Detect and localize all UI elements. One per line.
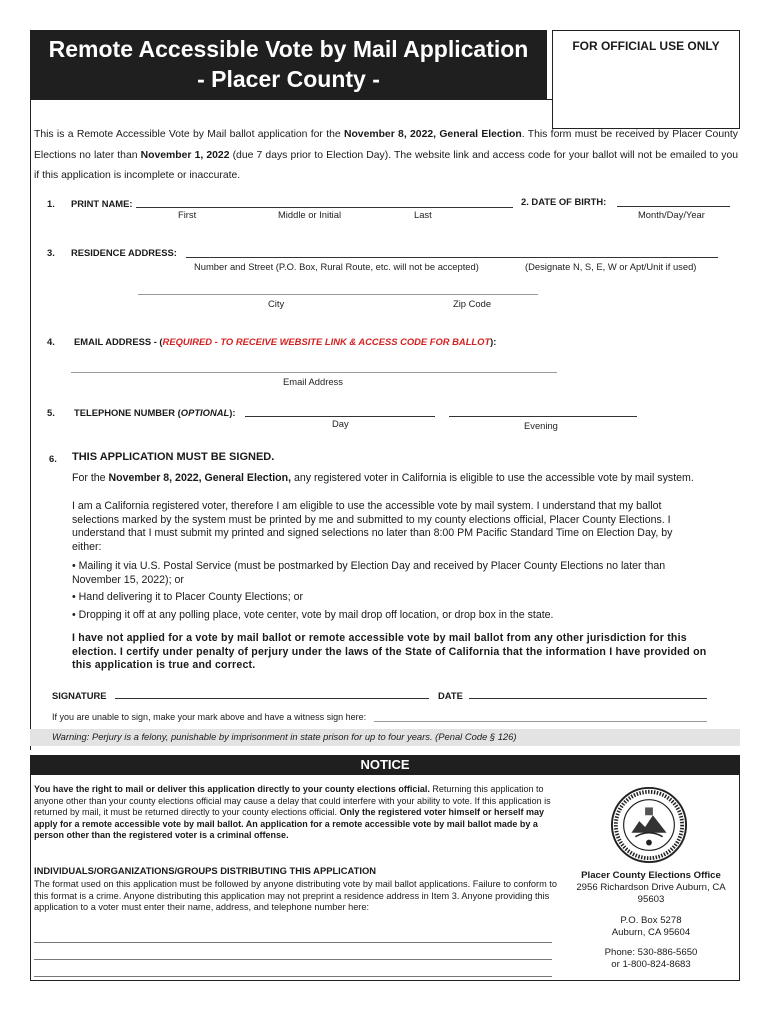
unit-hint: (Designate N, S, E, W or Apt/Unit if used) bbox=[525, 261, 697, 272]
email-required-note: REQUIRED - TO RECEIVE WEBSITE LINK & ACCESS CODE FOR BALLOT bbox=[162, 336, 491, 347]
office-alt-phone: or 1-800-824-8683 bbox=[611, 959, 691, 971]
signature-input[interactable] bbox=[115, 698, 429, 699]
telephone-label: TELEPHONE NUMBER (OPTIONAL): bbox=[74, 407, 236, 418]
residence-address-input[interactable] bbox=[186, 257, 718, 258]
first-name-hint: First bbox=[178, 209, 197, 220]
field-number-6: 6. bbox=[49, 453, 57, 464]
official-use-label: FOR OFFICIAL USE ONLY bbox=[572, 39, 720, 53]
signature-date-input[interactable] bbox=[469, 698, 707, 699]
office-po-box: P.O. Box 5278 bbox=[620, 914, 682, 926]
bullet-hand-deliver: • Hand delivering it to Placer County Elections; or bbox=[72, 591, 303, 603]
signature-heading: THIS APPLICATION MUST BE SIGNED. bbox=[72, 451, 275, 463]
form-title-banner bbox=[30, 30, 547, 99]
dob-hint: Month/Day/Year bbox=[638, 209, 705, 220]
distributor-name-input[interactable] bbox=[34, 942, 552, 943]
signature-label: SIGNATURE bbox=[52, 690, 107, 701]
email-hint: Email Address bbox=[283, 376, 343, 387]
evening-phone-input[interactable] bbox=[449, 416, 637, 417]
print-name-label: PRINT NAME: bbox=[71, 198, 133, 209]
day-phone-hint: Day bbox=[332, 418, 349, 429]
certification-statement: I have not applied for a vote by mail ballot or remote accessible vote by mail ballot from any other jurisdiction for this election. I certify under penalty of perjury under the laws of the State of California that the information I have provided on this application is true and correct. bbox=[72, 632, 707, 671]
middle-name-hint: Middle or Initial bbox=[278, 209, 342, 220]
distributor-text: The format used on this application must be followed by anyone distributing vote by mail ballot applications. Failure to conform to this format is a crime. Anyone distributing this application may not preprint a residence address in Item 3. Anyone providing this application to a voter must enter their name, address, and telephone number here: bbox=[34, 879, 557, 913]
office-po-city: Auburn, CA 95604 bbox=[611, 926, 691, 938]
office-name: Placer County Elections Office bbox=[581, 870, 721, 881]
zip-hint: Zip Code bbox=[453, 298, 492, 309]
eligibility-paragraph: For the November 8, 2022, General Election, any registered voter in California is eligible to use the accessible vote by mail system. bbox=[72, 472, 694, 484]
elections-office-info bbox=[566, 870, 736, 971]
print-name-input[interactable] bbox=[136, 207, 513, 208]
field-number-5: 5. bbox=[47, 407, 55, 418]
dob-input[interactable] bbox=[617, 206, 730, 207]
voter-statement-paragraph: I am a California registered voter, therefore I am eligible to use the accessible vote by mail system. I understand that my ballot selections marked by the system must be printed by me and submitted to my county elections official, Placer County Elections. I understand that I must submit my printed and signed selections no later than 8:00 PM Pacific Standard Time on Election Day, by either: bbox=[72, 500, 673, 553]
street-hint: Number and Street (P.O. Box, Rural Route, etc. will not be accepted) bbox=[194, 261, 479, 272]
intro-paragraph: This is a Remote Accessible Vote by Mail ballot application for the November 8, 2022, General Election. This form must be received by Placer County Elections no later than November 1, 2022 (due 7 days prior to Election Day). The website link and access code for your ballot will not be emailed to you if this application is incomplete or inaccurate. bbox=[34, 129, 739, 181]
bullet-mail: • Mailing it via U.S. Postal Service (must be postmarked by Election Day and received by Placer County Elections no later than November 15, 2022); or bbox=[72, 560, 666, 586]
witness-signature-input[interactable] bbox=[374, 721, 707, 722]
day-phone-input[interactable] bbox=[245, 416, 435, 417]
perjury-warning: Warning: Perjury is a felony, punishable by imprisonment in state prison for up to four years. (Penal Code § 126) bbox=[30, 729, 740, 746]
notice-text: You have the right to mail or deliver this application directly to your county elections official. Returning this application to anyone other than your county elections official may cause a delay that could interfere with your ability to vote. If this application is returned by mail, it must be returned directly to your county elections official. Only the registered voter himself or herself may apply for a remote accessible vote by mail ballot. An application for a remote accessible vote by mail ballot made by a person other than the registered voter is a criminal offense. bbox=[34, 784, 551, 841]
notice-heading: NOTICE bbox=[30, 755, 740, 775]
witness-instructions: If you are unable to sign, make your mark above and have a witness sign here: bbox=[52, 712, 367, 722]
county-seal-icon bbox=[610, 786, 688, 864]
office-phone: Phone: 530-886-5650 bbox=[604, 947, 698, 959]
email-label: EMAIL ADDRESS - (REQUIRED - TO RECEIVE WEBSITE LINK & ACCESS CODE FOR BALLOT): bbox=[74, 336, 497, 347]
distributor-heading: INDIVIDUALS/ORGANIZATIONS/GROUPS DISTRIBUTING THIS APPLICATION bbox=[34, 865, 377, 876]
form-title: Remote Accessible Vote by Mail Application bbox=[48, 36, 529, 62]
distributor-phone-input[interactable] bbox=[34, 976, 552, 977]
city-zip-input[interactable] bbox=[138, 294, 538, 295]
city-hint: City bbox=[268, 298, 285, 309]
date-label: DATE bbox=[438, 690, 463, 701]
distributor-address-input[interactable] bbox=[34, 959, 552, 960]
official-use-box bbox=[552, 30, 740, 129]
left-border bbox=[30, 99, 31, 750]
office-street: 2956 Richardson Drive Auburn, CA 95603 bbox=[576, 882, 726, 906]
residence-address-label: RESIDENCE ADDRESS: bbox=[71, 247, 177, 258]
dob-label: 2. DATE OF BIRTH: bbox=[521, 196, 607, 207]
field-number-1: 1. bbox=[47, 198, 55, 209]
last-name-hint: Last bbox=[414, 209, 432, 220]
header-divider bbox=[30, 99, 552, 100]
form-subtitle: - Placer County - bbox=[197, 66, 380, 92]
email-input[interactable] bbox=[71, 372, 557, 373]
evening-phone-hint: Evening bbox=[524, 420, 558, 431]
field-number-4: 4. bbox=[47, 336, 55, 347]
field-number-3: 3. bbox=[47, 247, 55, 258]
bullet-drop-off: • Dropping it off at any polling place, vote center, vote by mail drop off location, or drop box in the state. bbox=[72, 609, 554, 621]
